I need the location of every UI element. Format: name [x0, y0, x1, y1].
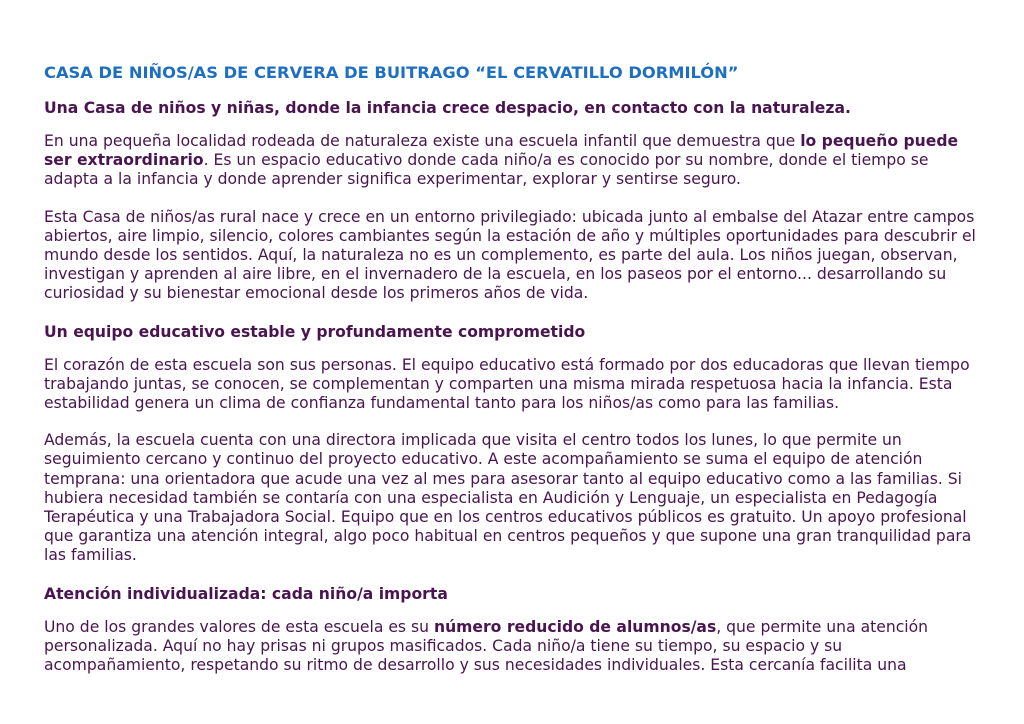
- paragraph-individual-text-end: , que permite una atención personalizada. Aquí no hay prisas ni grupos masificados. Cada niño/a tiene su tiempo, su espacio y su acompañamiento, respetando su ritmo de desarrollo y sus necesidades individuales. Esta cercanía facilita una: [44, 617, 929, 675]
- paragraph-environment: Esta Casa de niños/as rural nace y crece en un entorno privilegiado: ubicada junto al embalse del Atazar entre campos abiertos, aire limpio, silencio, colores cambiantes según la estación de año y múltiples oportunidades para descubrir el mundo desde los sentidos. Aquí, la naturaleza no es un complemento, es parte del aula. Los niños juegan, observan, investigan y aprenden al aire libre, en el invernadero de la escuela, en los paseos por el entorno... desarrollando su curiosidad y su bienestar emocional desde los primeros años de vida.: [44, 207, 976, 303]
- paragraph-support: Además, la escuela cuenta con una directora implicada que visita el centro todos los lunes, lo que permite un seguimiento cercano y continuo del proyecto educativo. A este acompañamiento se suma el equipo de atención temprana: una orientadora que acude una vez al mes para asesorar tanto al equipo educativo como a las familias. Si hubiera necesidad también se contaría con una especialista en Audición y Lenguaje, un especialista en Pedagogía Terapéutica y una Trabajadora Social. Equipo que en los centros educativos públicos es gratuito. Un apoyo profesional que garantiza una atención integral, algo poco habitual en centros pequeños y que supone una gran tranquilidad para las familias.: [44, 431, 972, 565]
- paragraph-intro-text-end: . Es un espacio educativo donde cada niño/a es conocido por su nombre, donde el tiempo se adapta a la infancia y donde aprender significa experimentar, explorar y sentirse seguro.: [44, 151, 929, 189]
- paragraph-intro-emphasis: lo pequeño puede ser extraordinario: [44, 132, 959, 170]
- paragraph-individual-emphasis: número reducido de alumnos/as: [433, 617, 717, 636]
- section-heading-individual: Atención individualizada: cada niño/a importa: [44, 584, 448, 603]
- section-heading-team: Un equipo educativo estable y profundamente comprometido: [44, 322, 586, 341]
- paragraph-intro-text-start: En una pequeña localidad rodeada de naturaleza existe una escuela infantil que demuestra que: [44, 132, 801, 150]
- paragraph-team: El corazón de esta escuela son sus personas. El equipo educativo está formado por dos educadoras que llevan tiempo trabajando juntas, se conocen, se complementan y comparten una misma mirada respetuosa hacia la infancia. Esta estabilidad genera un clima de confianza fundamental tanto para los niños/as como para las familias.: [44, 355, 970, 413]
- paragraph-intro: [44, 132, 984, 190]
- document-page: [44, 62, 984, 693]
- paragraph-individual: [44, 618, 984, 676]
- document-title: CASA DE NIÑOS/AS DE CERVERA DE BUITRAGO “EL CERVATILLO DORMILÓN”: [44, 63, 739, 82]
- section-heading-nature: Una Casa de niños y niñas, donde la infancia crece despacio, en contacto con la naturaleza.: [44, 99, 851, 117]
- paragraph-individual-text-start: Uno de los grandes valores de esta escuela es su: [44, 617, 434, 636]
